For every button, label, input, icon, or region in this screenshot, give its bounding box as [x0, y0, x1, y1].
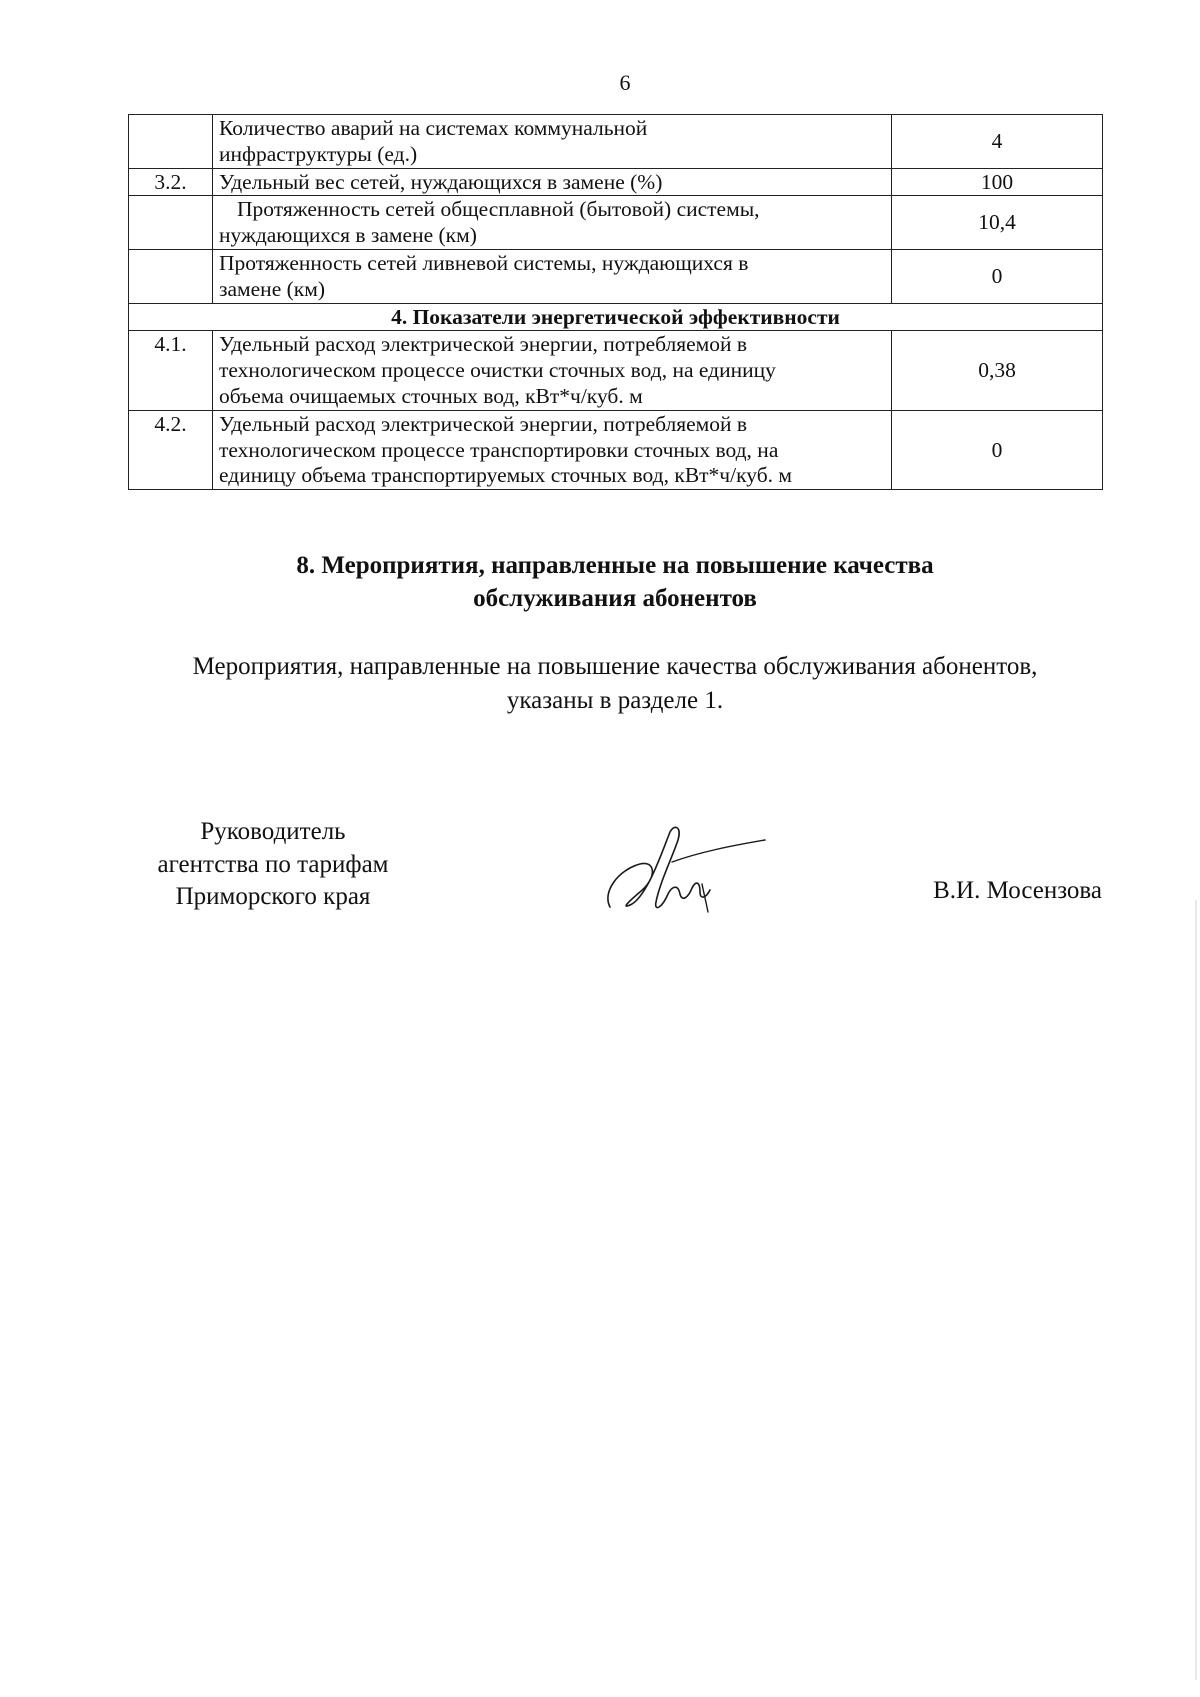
indicator-name-cell [213, 410, 892, 489]
indicator-name-line [219, 116, 885, 142]
indicator-name-text: технологическом процессе очистки сточных вод, на единицу [219, 358, 776, 383]
indicator-name-line [219, 223, 885, 249]
section-8-heading-line2: обслуживания абонентов [473, 584, 757, 612]
section-8-body-line2: указаны в разделе 1. [506, 686, 724, 714]
indicator-name-line [219, 197, 885, 223]
section-8-heading-line1: 8. Мероприятия, направленные на повышение качества [296, 552, 934, 579]
indicator-name-text: объема очищаемых сточных вод, кВт*ч/куб. м [219, 383, 643, 408]
table-row [129, 249, 1103, 303]
row-number-cell: 3.2. [129, 168, 213, 196]
row-number-cell [129, 196, 213, 250]
indicator-name-text: Протяженность сетей ливневой системы, нуждающихся в [219, 250, 749, 275]
indicator-name-cell [213, 196, 892, 250]
row-number-cell [129, 249, 213, 303]
indicator-name-line [219, 358, 885, 384]
indicator-name-text: Удельный расход электрической энергии, потребляемой в [219, 411, 748, 436]
table-row [129, 410, 1103, 489]
indicators-table [128, 114, 1103, 490]
indicator-name-cell [213, 331, 892, 410]
indicator-name-text: Протяженность сетей общесплавной (бытовой) системы, [237, 197, 760, 222]
section-title-cell: 4. Показатели энергетической эффективности [129, 303, 1103, 331]
page-number: 6 [619, 70, 631, 95]
indicator-value-cell: 100 [892, 168, 1103, 196]
indicator-value-cell: 4 [892, 115, 1103, 169]
indicator-name-text: замене (км) [219, 276, 325, 301]
scan-edge-mark [1195, 900, 1197, 1680]
table-row [129, 168, 1103, 196]
signatory-position-line2: агентства по тарифам [157, 850, 389, 878]
indicator-name-line [219, 142, 885, 168]
table-section-row [129, 303, 1103, 331]
indicator-name-line [219, 412, 885, 438]
table-row [129, 331, 1103, 410]
indicators-table-body [129, 115, 1103, 490]
handwritten-signature [600, 822, 770, 922]
signatory-position [128, 816, 418, 914]
indicator-name-text: технологическом процессе транспортировки сточных вод, на [219, 437, 779, 462]
indicator-name-line [219, 332, 885, 358]
section-8-body [128, 650, 1102, 718]
indicator-value-cell: 10,4 [892, 196, 1103, 250]
indicator-name-text: единицу объема транспортируемых сточных вод, кВт*ч/куб. м [219, 463, 792, 488]
indicator-value-cell: 0,38 [892, 331, 1103, 410]
indicator-name-line [219, 463, 885, 489]
indicator-name-text: Удельный вес сетей, нуждающихся в замене (%) [219, 169, 663, 194]
indicator-name-text: инфраструктуры (ед.) [219, 141, 418, 166]
indicator-name-line [219, 170, 885, 196]
indicator-name-cell [213, 249, 892, 303]
signatory-position-line1: Руководитель [200, 818, 346, 845]
indicator-name-text: Количество аварий на системах коммунальной [219, 116, 648, 140]
section-8-heading [128, 550, 1102, 615]
indicator-name-line [219, 251, 885, 277]
indicator-name-cell [213, 168, 892, 196]
indicator-value-cell: 0 [892, 410, 1103, 489]
table-row [129, 115, 1103, 169]
indicator-name-line [219, 438, 885, 464]
signatory-name: В.И. Мосензова [933, 877, 1102, 904]
indicator-name-cell [213, 115, 892, 169]
row-number-cell [129, 115, 213, 169]
row-number-cell: 4.1. [129, 331, 213, 410]
section-8-body-line1: Мероприятия, направленные на повышение качества обслуживания абонентов, [192, 653, 1038, 680]
table-row [129, 196, 1103, 250]
signatory-position-line3: Приморского края [175, 883, 371, 910]
indicator-name-text: Удельный расход электрической энергии, потребляемой в [219, 332, 748, 357]
indicator-name-text: нуждающихся в замене (км) [219, 223, 477, 248]
row-number-cell: 4.2. [129, 410, 213, 489]
indicator-name-line [219, 384, 885, 410]
indicator-value-cell: 0 [892, 249, 1103, 303]
indicator-name-line [219, 277, 885, 303]
